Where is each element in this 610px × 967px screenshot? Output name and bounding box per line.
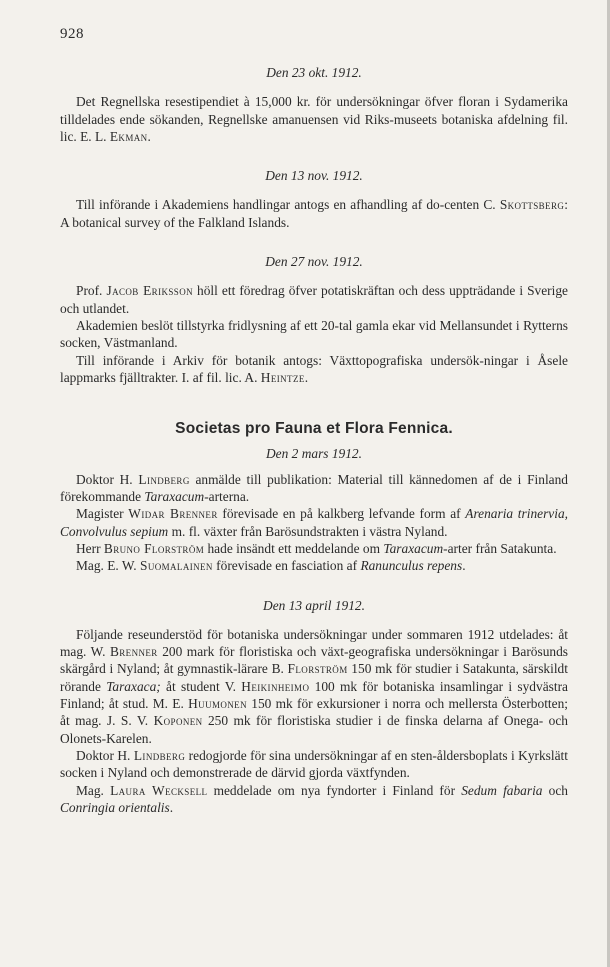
paragraph bbox=[60, 557, 568, 574]
entry-23-okt bbox=[60, 64, 568, 145]
paragraph: Akademien beslöt tillstyrka fridlysning af ett 20-tal gamla ekar vid Mellansundet i Rytterns socken, Västmanland. bbox=[60, 317, 568, 351]
text-run: -arterna. bbox=[204, 489, 250, 505]
section-date: Den 13 april 1912. bbox=[263, 597, 365, 613]
text-run: 150 mk för studier i Satakunta, särskildt rörande bbox=[60, 661, 568, 694]
paragraph bbox=[60, 196, 568, 231]
text-run: höll ett föredrag öfver potatiskräftan och dess uppträdande i Sverige och utlandet. bbox=[60, 283, 568, 316]
text-run: 250 mk för floristiska studier i de finska delarna af Onega- och Olonets-Karelen. bbox=[60, 713, 568, 746]
text-run: Mag. E. W. bbox=[76, 558, 140, 574]
paragraph bbox=[60, 747, 568, 782]
page-body bbox=[60, 64, 568, 838]
text-run: . bbox=[169, 799, 174, 815]
paragraph bbox=[60, 540, 568, 557]
taxon-name: Taraxacum- bbox=[383, 540, 448, 556]
section-date: Den 23 okt. 1912. bbox=[266, 65, 362, 80]
text-run: Doktor H. bbox=[76, 747, 134, 763]
taxon-name: Ranunculus repens bbox=[360, 558, 463, 574]
entry-13-nov bbox=[60, 167, 568, 231]
text-run: förevisade en fasciation af bbox=[212, 558, 361, 574]
person-name: Florström bbox=[287, 661, 348, 677]
paragraph bbox=[60, 471, 568, 506]
paragraph bbox=[60, 782, 568, 817]
text-run: 150 mk för exkursioner i norra och mellersta Österbotten; åt mag. J. S. V. bbox=[60, 696, 569, 729]
taxon-name: Taraxaca; bbox=[106, 678, 161, 694]
section-date: Den 13 nov. 1912. bbox=[265, 168, 363, 184]
text-run: redogjorde för sina undersökningar af en sten-åldersboplats i Kyrkslätt socken i Nyland och demonstrerade de därvid gjorda växtfynden. bbox=[60, 747, 568, 781]
text-run: : A botanical survey of the Falkland Islands. bbox=[60, 197, 568, 230]
society-heading: Societas pro Fauna et Flora Fennica. bbox=[175, 420, 453, 438]
text-run: meddelade om nya fyndorter i Finland för bbox=[207, 782, 462, 798]
person-name: Koponen bbox=[153, 713, 203, 729]
text-run: Till införande i Arkiv för botanik antogs: Växttopografiska undersök-ningar i Åsele lappmarks fjälltrakter. I. af fil. lic. A. bbox=[60, 352, 568, 385]
text-run: . bbox=[147, 128, 151, 144]
taxon-name: Taraxacum bbox=[144, 489, 205, 505]
taxon-name: Conringia orientalis bbox=[60, 799, 170, 815]
text-run: förevisade en på kalkberg lefvande form af bbox=[217, 506, 466, 522]
paragraph bbox=[60, 626, 568, 747]
text-run: och bbox=[542, 782, 568, 798]
paragraph bbox=[60, 352, 568, 387]
text-run: . bbox=[462, 558, 466, 574]
entry-2-mars bbox=[60, 445, 568, 574]
person-name: Widar Brenner bbox=[128, 506, 218, 522]
paragraph bbox=[60, 93, 568, 145]
text-run: Mag. bbox=[76, 782, 111, 798]
section-date: Den 2 mars 1912. bbox=[266, 446, 362, 462]
person-name: Suomalainen bbox=[139, 558, 213, 574]
text-run: 100 mk för botaniska insamlingar i sydvästra Finland; åt stud. M. E. bbox=[60, 678, 568, 712]
text-run: anmälde till publikation: Material till kännedomen af de i Finland förekommande bbox=[60, 471, 568, 505]
person-name: Bruno Florström bbox=[103, 540, 205, 556]
text-run: Följande reseunderstöd för botaniska undersökningar under sommaren 1912 utdelades: åt mag. W. bbox=[60, 626, 568, 660]
text-run: Doktor H. bbox=[76, 471, 139, 487]
person-name: Laura Wecksell bbox=[110, 782, 208, 798]
text-run: Magister bbox=[76, 506, 129, 522]
person-name: Lindberg bbox=[133, 747, 186, 763]
text-run: . bbox=[304, 369, 309, 385]
text-run: m. fl. växter från Barösundstrakten i västra Nyland. bbox=[168, 523, 448, 539]
person-name: Heintze bbox=[260, 369, 305, 385]
section-date: Den 27 nov. 1912. bbox=[265, 254, 363, 270]
text-run: Herr bbox=[76, 540, 104, 556]
paragraph bbox=[60, 505, 568, 540]
person-name: Brenner bbox=[109, 644, 158, 660]
text-run: arter från Satakunta. bbox=[447, 540, 557, 556]
taxon-name: Arenaria trinervia, Convolvulus sepium bbox=[60, 506, 568, 539]
text-run: Till införande i Akademiens handlingar antogs en afhandling af do-centen C. bbox=[76, 197, 500, 213]
entry-13-april bbox=[60, 597, 568, 817]
person-name: Jacob Eriksson bbox=[106, 283, 193, 299]
person-name: Ekman bbox=[109, 128, 148, 144]
person-name: Lindberg bbox=[138, 471, 190, 487]
person-name: Heikinheimo bbox=[241, 678, 310, 694]
person-name: Skottsberg bbox=[499, 197, 565, 213]
person-name: Huumonen bbox=[188, 696, 247, 712]
text-run: Det Regnellska resestipendiet à 15,000 kr. för undersökningar öfver floran i Sydamerika tilldelades ende sökanden, Regnellske amanuensen vid Riks-museets botaniska afdelning fil. lic. E. L. bbox=[60, 94, 568, 144]
taxon-name: Sedum fabaria bbox=[461, 782, 543, 798]
text-run: Prof. bbox=[76, 283, 107, 299]
text-run: 200 mark för floristiska och växt-geografiska undersökningar i Barösunds skärgård i Nyland; åt gymnastik-lärare B. bbox=[60, 644, 568, 677]
page-number: 928 bbox=[60, 26, 84, 42]
paragraph bbox=[60, 282, 568, 317]
text-run: hade insändt ett meddelande om bbox=[204, 540, 384, 556]
text-run: åt student V. bbox=[160, 678, 242, 694]
entry-27-nov bbox=[60, 253, 568, 386]
